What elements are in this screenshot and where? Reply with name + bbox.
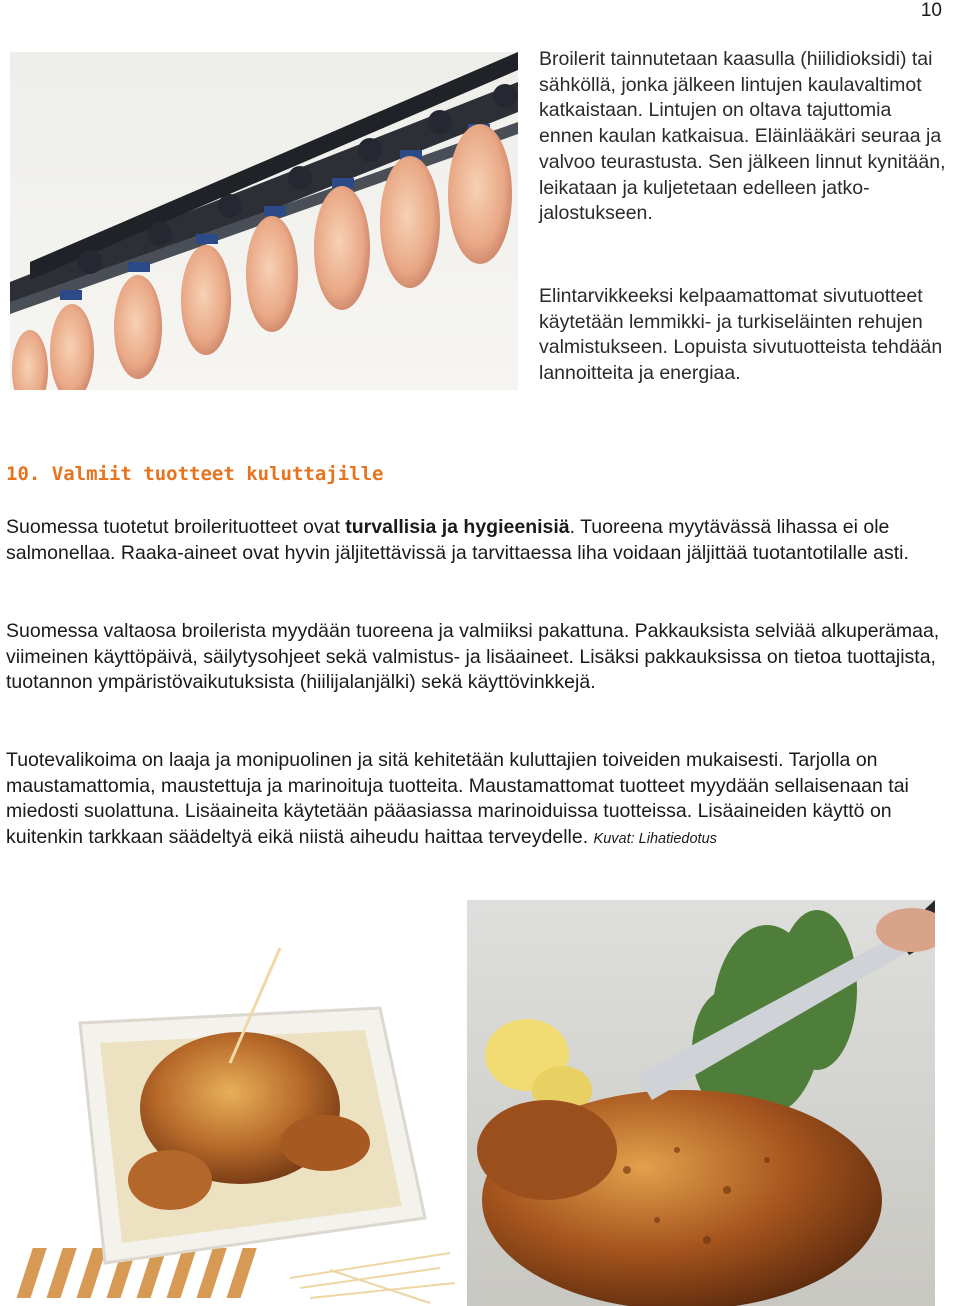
product-range-text: Tuotevalikoima on laaja ja monipuolinen ja sitä kehitetään kuluttajien toiveiden mukaisesti. Tarjolla on maustamattomia, maustettuja ja marinoituja tuotteita. Maustamattomat tuotteet myydään sellaisenaan tai miedosti suolattuna. Lisäaineita käytetään pääasiassa marinoiduissa tuotteissa. Lisäaineiden käyttö on kuitenkin tarkkaan säädeltyä eikä niistä aiheudu haittaa terveydelle. bbox=[6, 749, 909, 849]
carving-chicken-photo bbox=[467, 900, 935, 1306]
slaughter-line-photo bbox=[10, 52, 518, 390]
page-number: 10 bbox=[920, 0, 942, 21]
body-paragraph-product-range bbox=[6, 748, 950, 853]
sidebar-paragraph-byproducts: Elintarvikkeeksi kelpaamattomat sivutuotteet käytetään lemmikki- ja turkiseläinten rehujen valmistukseen. Lopuista sivutuotteista tehdään lannoitteita ja energiaa. bbox=[539, 285, 943, 385]
safety-text-end: . Tuoreena myytävässä lihassa ei ole salmonellaa. Raaka-aineet ovat hyvin jäljitettävissä ja tarvittaessa liha voidaan jäljittää tuotantotilalle asti. bbox=[6, 516, 909, 564]
body-paragraph-safety bbox=[6, 515, 950, 566]
safety-text-start: Suomessa tuotetut broilerituotteet ovat bbox=[6, 516, 346, 538]
body-paragraph-packaging: Suomessa valtaosa broilerista myydään tuoreena ja valmiiksi pakattuna. Pakkauksista selviää alkuperämaa, viimeinen käyttöpäivä, säilytysohjeet sekä valmistus- ja lisäaineet. Lisäksi pakkauksissa on tietoa tuottajista, tuotannon ympäristövaikutuksista (hiilijalanjälki) sekä käyttövinkkejä. bbox=[6, 620, 940, 694]
safety-emphasis: turvallisia ja hygieenisiä bbox=[345, 516, 570, 538]
image-credit: Kuvat: Lihatiedotus bbox=[593, 831, 717, 848]
section-heading: 10. Valmiit tuotteet kuluttajille bbox=[6, 463, 384, 485]
sidebar-paragraph-stunning: Broilerit tainnutetaan kaasulla (hiilidioksidi) tai sähköllä, jonka jälkeen lintujen kaulavaltimot katkaistaan. Lintujen on oltava tajuttomia ennen kaulan katkaisua. Eläinlääkäri seuraa ja valvoo teurastusta. Sen jälkeen linnut kynitään, leikataan ja kuljetetaan edelleen jatko-jalostukseen. bbox=[539, 48, 946, 225]
roast-chicken-platter-photo bbox=[10, 918, 466, 1306]
